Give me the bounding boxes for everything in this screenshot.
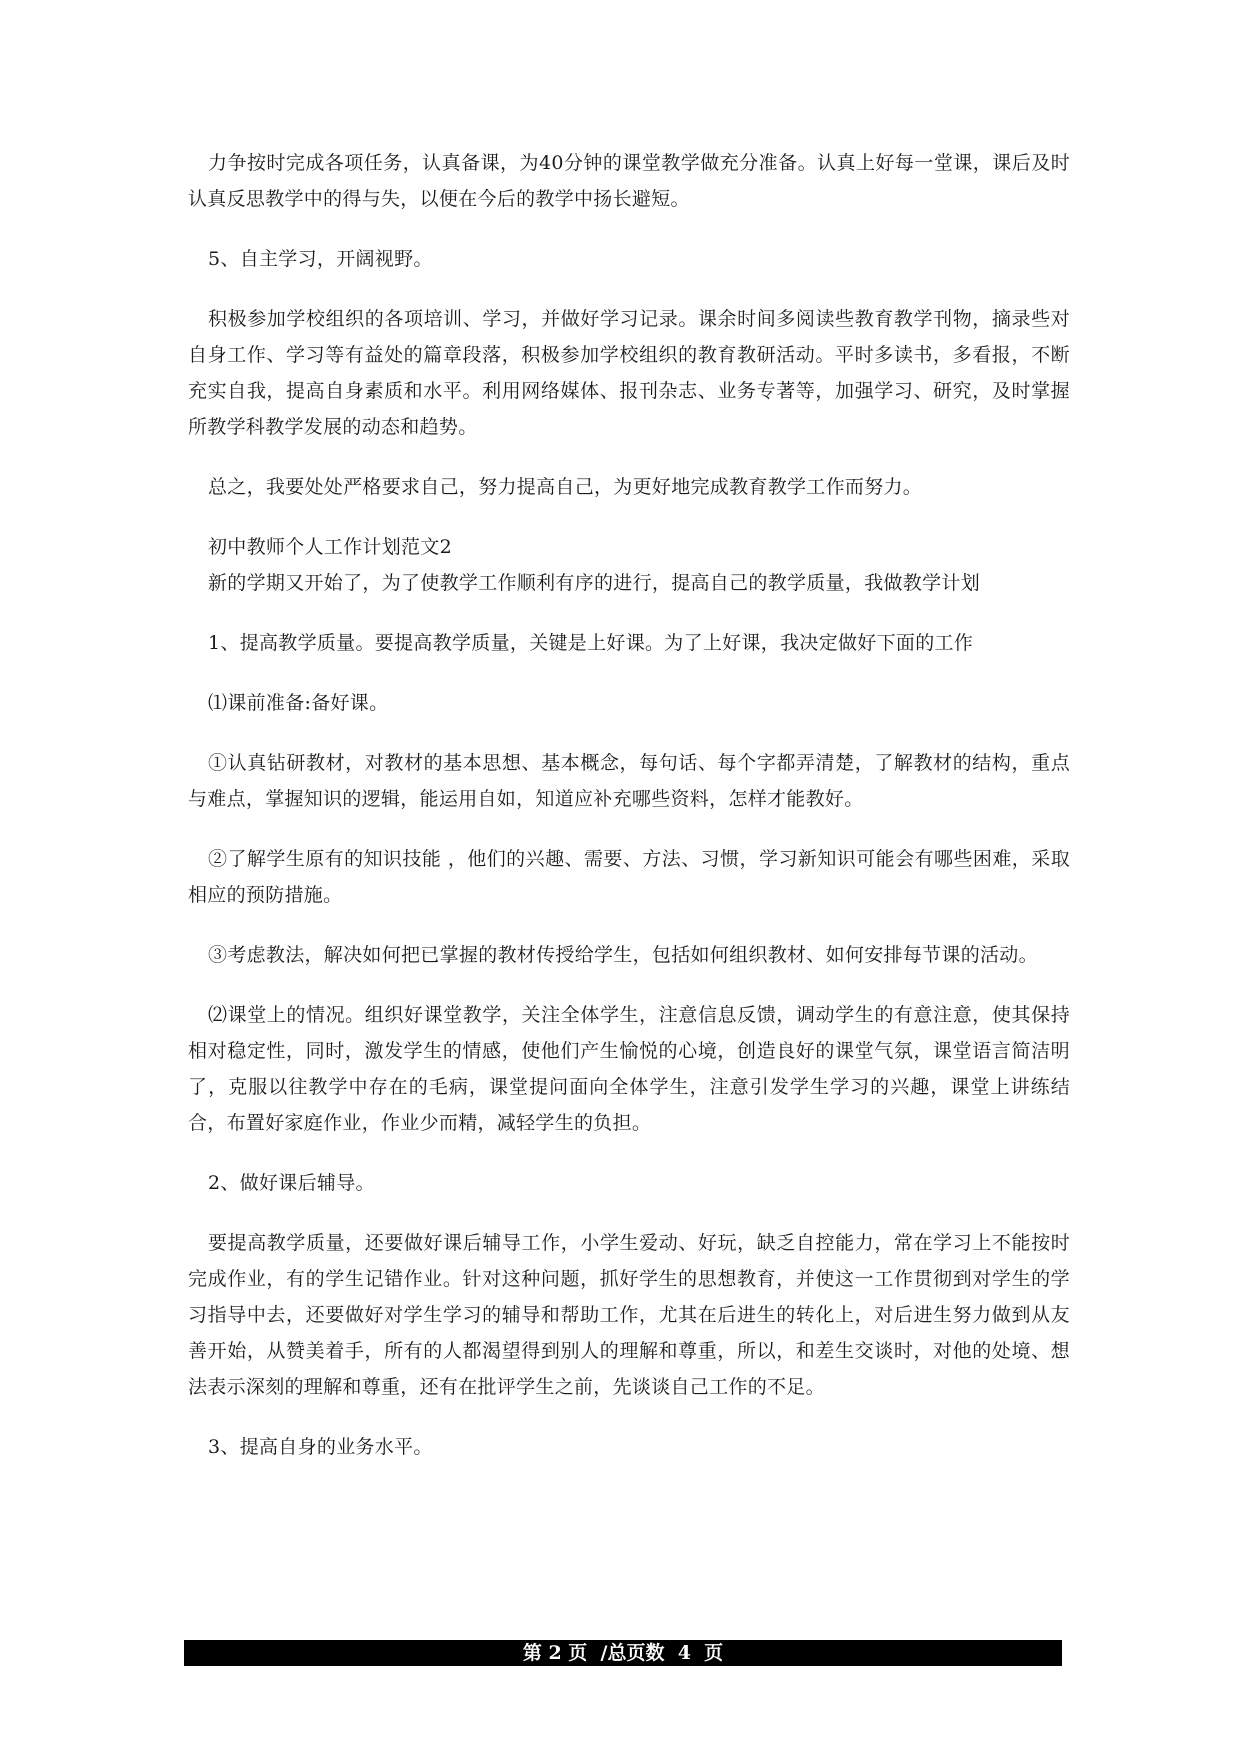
document-body xyxy=(188,145,1070,1489)
list-item: ②了解学生原有的知识技能 ，他们的兴趣、需要、方法、习惯，学习新知识可能会有哪些困难，采取相应的预防措施。 xyxy=(188,848,1070,906)
sub-heading-1: ⑴课前准备:备好课。 xyxy=(208,692,389,714)
paragraph: 积极参加学校组织的各项培训、学习，并做好学习记录。课余时间多阅读些教育教学刊物，摘录些对自身工作、学习等有益处的篇章段落，积极参加学校组织的教育教研活动。平时多读书，多看报，不断充实自我，提高自身素质和水平。利用网络媒体、报刊杂志、业务专著等，加强学习、研究，及时掌握所教学科教学发展的动态和趋势。 xyxy=(188,308,1070,438)
section-heading-2: 2、做好课后辅导。 xyxy=(208,1172,375,1194)
section-heading-5: 5、自主学习，开阔视野。 xyxy=(208,248,433,270)
paragraph: 要提高教学质量，还要做好课后辅导工作，小学生爱动、好玩，缺乏自控能力，常在学习上不能按时完成作业，有的学生记错作业。针对这种问题，抓好学生的思想教育，并使这一工作贯彻到对学生的学习指导中去，还要做好对学生学习的辅导和帮助工作，尤其在后进生的转化上，对后进生努力做到从友善开始，从赞美着手，所有的人都渴望得到别人的理解和尊重，所以，和差生交谈时，对他的处境、想法表示深刻的理解和尊重，还有在批评学生之前，先谈谈自己工作的不足。 xyxy=(188,1232,1070,1398)
list-item: ①认真钻研教材，对教材的基本思想、基本概念，每句话、每个字都弄清楚，了解教材的结构，重点与难点，掌握知识的逻辑，能运用自如，知道应补充哪些资料，怎样才能教好。 xyxy=(188,752,1070,810)
document-title-2: 初中教师个人工作计划范文2 xyxy=(208,536,452,558)
paragraph: 新的学期又开始了，为了使教学工作顺利有序的进行，提高自己的教学质量，我做教学计划 xyxy=(208,572,981,594)
paragraph: 力争按时完成各项任务，认真备课，为40分钟的课堂教学做充分准备。认真上好每一堂课，课后及时认真反思教学中的得与失，以便在今后的教学中扬长避短。 xyxy=(188,152,1070,210)
section-heading-1: 1、提高教学质量。要提高教学质量，关键是上好课。为了上好课，我决定做好下面的工作 xyxy=(208,632,974,654)
sub-heading-2: ⑵课堂上的情况。组织好课堂教学，关注全体学生，注意信息反馈，调动学生的有意注意，使其保持相对稳定性，同时，激发学生的情感，使他们产生愉悦的心境，创造良好的课堂气氛，课堂语言简洁明了，克服以往教学中存在的毛病，课堂提问面向全体学生，注意引发学生学习的兴趣，课堂上讲练结合，布置好家庭作业，作业少而精，减轻学生的负担。 xyxy=(188,1004,1070,1134)
page-number-label: 第 2 页 /总页数 4 页 xyxy=(522,1642,724,1664)
section-heading-3: 3、提高自身的业务水平。 xyxy=(208,1436,433,1458)
page-footer xyxy=(184,1640,1062,1666)
list-item: ③考虑教法，解决如何把已掌握的教材传授给学生，包括如何组织教材、如何安排每节课的活动。 xyxy=(208,944,1038,966)
paragraph: 总之，我要处处严格要求自己，努力提高自己，为更好地完成教育教学工作而努力。 xyxy=(208,476,923,498)
